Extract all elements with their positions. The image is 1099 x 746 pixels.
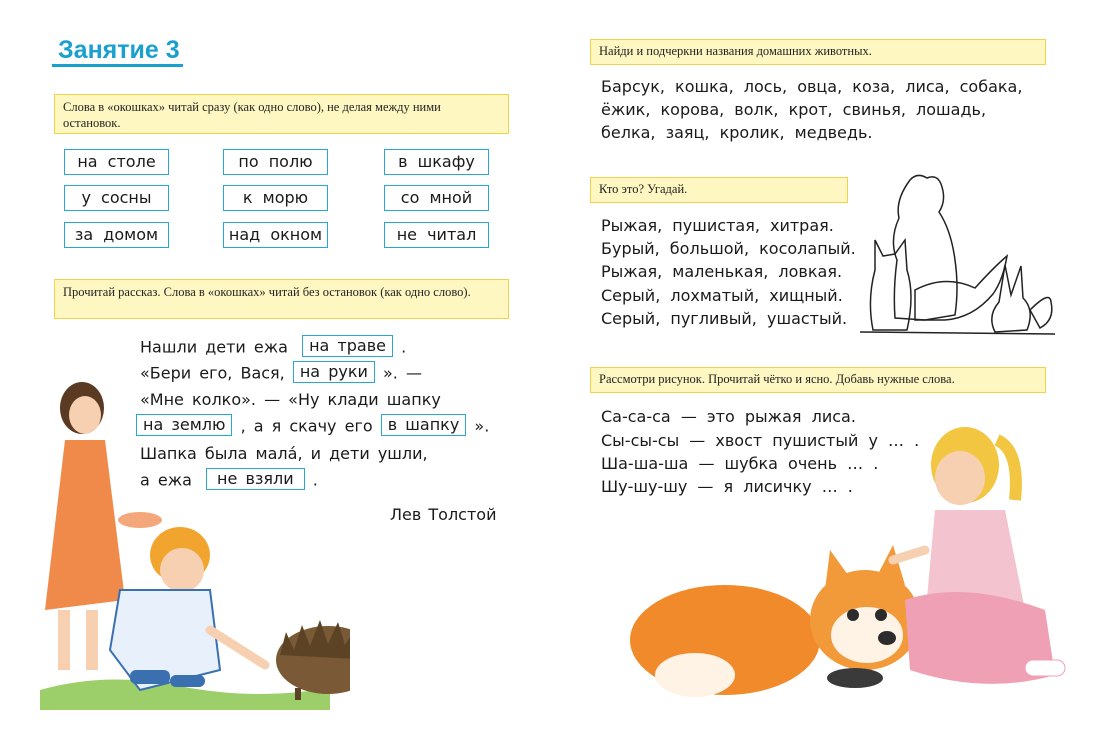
- tongue-twister-line: Шу-шу-шу — я лисичку … .: [601, 477, 853, 496]
- story-word-box: на землю: [136, 414, 232, 436]
- animals-line: Барсук, кошка, лось, овца, коза, лиса, собака,: [601, 77, 1023, 96]
- ground-line: [860, 332, 1055, 334]
- task1-instruction: Слова в «окошках» читай сразу (как одно слово), не делая между ними остановок.: [54, 94, 509, 134]
- animals-line: ёжик, корова, волк, крот, свинья, лошадь,: [601, 100, 987, 119]
- word-box: к морю: [223, 185, 328, 211]
- story-text: ».: [474, 416, 490, 436]
- task4-instruction: Кто это? Угадай.: [590, 177, 848, 203]
- task3-instruction: Найди и подчеркни названия домашних животных.: [590, 39, 1046, 65]
- lesson-title: Занятие 3: [58, 36, 180, 64]
- hedgehog-figure: [276, 620, 350, 700]
- girl-fox-illustration: [625, 410, 1085, 710]
- word-box: не читал: [384, 222, 489, 248]
- animals-outline-drawing: [855, 170, 1060, 345]
- word-box: у сосны: [64, 185, 169, 211]
- riddle-line: Рыжая, пушистая, хитрая.: [601, 216, 834, 235]
- sitting-girl-figure: [893, 427, 1065, 684]
- story-text: , а я скачу его: [240, 416, 373, 436]
- story-line: «Мне колко». — «Ну клади шапку: [140, 390, 441, 409]
- word-box: на столе: [64, 149, 169, 175]
- task2-instruction: Прочитай рассказ. Слова в «окошках» читай без остановок (как одно слово).: [54, 279, 509, 319]
- title-underline: [52, 64, 183, 67]
- word-box: со мной: [384, 185, 489, 211]
- story-text: «Бери его, Вася,: [140, 363, 285, 383]
- squirrel-tail-outline: [1030, 298, 1052, 329]
- story-word-box: на руки: [293, 361, 375, 383]
- story-line: [140, 337, 406, 359]
- tongue-twister-line: Ша-ша-ша — шубка очень … .: [601, 454, 879, 473]
- bear-outline: [893, 175, 957, 320]
- story-line: Шапка была мала́, и дети ушли,: [140, 444, 428, 463]
- story-text: ». —: [382, 363, 422, 383]
- riddle-line: Рыжая, маленькая, ловкая.: [601, 262, 843, 281]
- hare-outline: [992, 265, 1030, 332]
- children-hedgehog-illustration: [30, 370, 350, 725]
- tongue-twister-line: Са-са-са — это рыжая лиса.: [601, 407, 856, 426]
- story-text: .: [401, 337, 407, 357]
- riddle-line: Бурый, большой, косолапый.: [601, 239, 856, 258]
- riddle-line: Серый, лохматый, хищный.: [601, 286, 843, 305]
- animals-line: белка, заяц, кролик, медведь.: [601, 123, 873, 142]
- word-box: за домом: [64, 222, 169, 248]
- word-box: в шкафу: [384, 149, 489, 175]
- boy-figure: [110, 527, 265, 690]
- fox-figure: [630, 545, 920, 697]
- story-word-box: не взяли: [206, 468, 305, 490]
- story-author: Лев Толстой: [390, 505, 497, 524]
- riddle-line: Серый, пугливый, ушастый.: [601, 309, 848, 328]
- story-word-box: на траве: [302, 335, 393, 357]
- word-box: над окном: [223, 222, 328, 248]
- story-word-box: в шапку: [381, 414, 467, 436]
- task5-instruction: Рассмотри рисунок. Прочитай чётко и ясно. Добавь нужные слова.: [590, 367, 1046, 393]
- tongue-twister-line: Сы-сы-сы — хвост пушистый у … .: [601, 431, 920, 450]
- word-box: по полю: [223, 149, 328, 175]
- wolf-outline: [870, 240, 911, 330]
- story-text: .: [312, 470, 318, 490]
- story-text: а ежа: [140, 470, 192, 490]
- story-text: Нашли дети ежа: [140, 337, 288, 357]
